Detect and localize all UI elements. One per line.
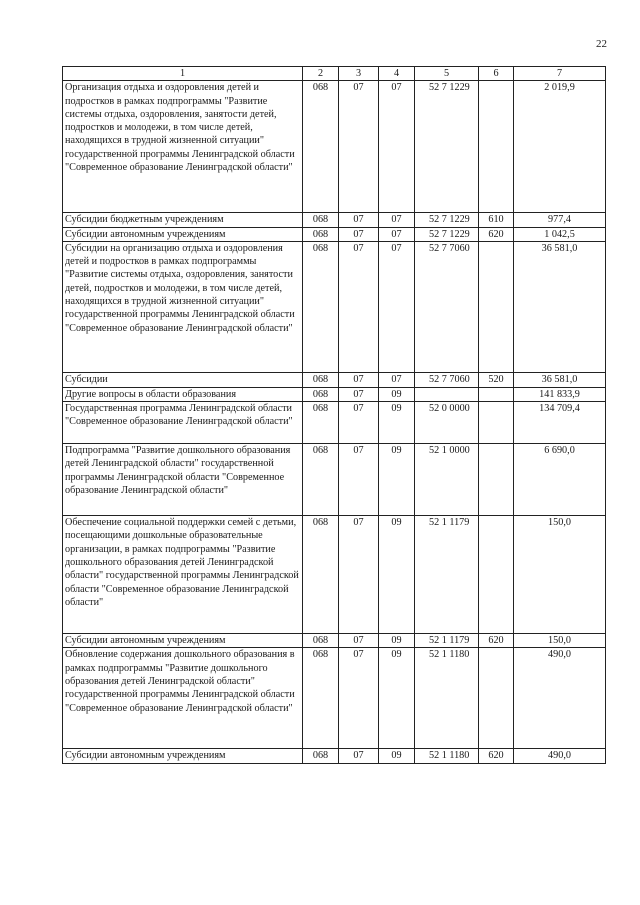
- cell-amount: 36 581,0: [514, 372, 606, 387]
- table-row: [63, 213, 606, 227]
- row-name: Подпрограмма "Развитие дошкольного образования детей Ленинградской области" государственной программы Ленинградской области "Современное образование Ленинградской области": [63, 444, 303, 516]
- cell-target-code: 52 7 1229: [415, 81, 479, 213]
- cell-subsection: 09: [379, 648, 415, 749]
- row-name: Субсидии бюджетным учреждениям: [63, 213, 303, 227]
- row-name: Государственная программа Ленинградской области "Современное образование Ленинградской области": [63, 402, 303, 444]
- cell-section: 07: [339, 444, 379, 516]
- cell-target-code: 52 7 7060: [415, 241, 479, 372]
- cell-ministry-code: 068: [303, 402, 339, 444]
- table-row: [63, 402, 606, 444]
- cell-amount: 6 690,0: [514, 444, 606, 516]
- budget-table: [62, 66, 606, 764]
- cell-amount: 36 581,0: [514, 241, 606, 372]
- cell-section: 07: [339, 387, 379, 401]
- cell-amount: 141 833,9: [514, 387, 606, 401]
- table-row: [63, 444, 606, 516]
- table-row: [63, 227, 606, 241]
- column-header: 7: [514, 67, 606, 81]
- cell-expense-type: 620: [479, 227, 514, 241]
- cell-section: 07: [339, 372, 379, 387]
- cell-amount: 1 042,5: [514, 227, 606, 241]
- cell-expense-type: [479, 516, 514, 634]
- table-row: [63, 241, 606, 372]
- cell-target-code: 52 7 7060: [415, 372, 479, 387]
- cell-ministry-code: 068: [303, 241, 339, 372]
- cell-ministry-code: 068: [303, 648, 339, 749]
- cell-expense-type: 520: [479, 372, 514, 387]
- row-name: Обеспечение социальной поддержки семей с детьми, посещающими дошкольные образовательные организации, в рамках подпрограммы "Развитие дошкольного образования детей Ленинградской области" государственной программы Ленинградской области "Современное образование Ленинградской области": [63, 516, 303, 634]
- cell-ministry-code: 068: [303, 372, 339, 387]
- table-row: [63, 372, 606, 387]
- cell-subsection: 09: [379, 402, 415, 444]
- cell-section: 07: [339, 749, 379, 764]
- column-header: 2: [303, 67, 339, 81]
- cell-expense-type: [479, 648, 514, 749]
- cell-subsection: 07: [379, 241, 415, 372]
- table-row: [63, 749, 606, 764]
- cell-section: 07: [339, 516, 379, 634]
- column-header: 6: [479, 67, 514, 81]
- cell-subsection: 07: [379, 81, 415, 213]
- cell-expense-type: [479, 444, 514, 516]
- cell-expense-type: [479, 81, 514, 213]
- cell-section: 07: [339, 402, 379, 444]
- cell-section: 07: [339, 81, 379, 213]
- cell-target-code: 52 7 1229: [415, 227, 479, 241]
- cell-ministry-code: 068: [303, 227, 339, 241]
- cell-target-code: 52 0 0000: [415, 402, 479, 444]
- cell-expense-type: [479, 241, 514, 372]
- column-header: 1: [63, 67, 303, 81]
- cell-target-code: 52 1 1179: [415, 516, 479, 634]
- column-header: 3: [339, 67, 379, 81]
- cell-ministry-code: 068: [303, 444, 339, 516]
- row-name: Обновление содержания дошкольного образования в рамках подпрограммы "Развитие дошкольного образования детей Ленинградской области" государственной программы Ленинградской области "Современное образование Ленинградской области": [63, 648, 303, 749]
- cell-section: 07: [339, 241, 379, 372]
- row-name: Субсидии автономным учреждениям: [63, 749, 303, 764]
- cell-section: 07: [339, 648, 379, 749]
- cell-section: 07: [339, 213, 379, 227]
- row-name: Организация отдыха и оздоровления детей и подростков в рамках подпрограммы "Развитие системы отдыха, оздоровления, занятости детей, подростков и молодежи, в том числе детей, находящихся в трудной жизненной ситуации" государственной программы Ленинградской области "Современное образование Ленинградской области": [63, 81, 303, 213]
- cell-target-code: 52 7 1229: [415, 213, 479, 227]
- row-name: Субсидии на организацию отдыха и оздоровления детей и подростков в рамках подпрограммы "Развитие системы отдыха, оздоровления, занятости детей, подростков и молодежи, в том числе детей, находящихся в трудной жизненной ситуации" государственной программы Ленинградской области "Современное образование Ленинградской области": [63, 241, 303, 372]
- cell-section: 07: [339, 227, 379, 241]
- cell-target-code: 52 1 1179: [415, 634, 479, 648]
- cell-amount: 490,0: [514, 749, 606, 764]
- cell-subsection: 07: [379, 213, 415, 227]
- cell-amount: 134 709,4: [514, 402, 606, 444]
- cell-ministry-code: 068: [303, 516, 339, 634]
- cell-target-code: 52 1 1180: [415, 749, 479, 764]
- cell-ministry-code: 068: [303, 213, 339, 227]
- cell-target-code: 52 1 1180: [415, 648, 479, 749]
- cell-subsection: 09: [379, 749, 415, 764]
- table-row: [63, 81, 606, 213]
- column-header: 4: [379, 67, 415, 81]
- cell-amount: 2 019,9: [514, 81, 606, 213]
- cell-expense-type: 610: [479, 213, 514, 227]
- cell-target-code: 52 1 0000: [415, 444, 479, 516]
- cell-ministry-code: 068: [303, 634, 339, 648]
- cell-expense-type: [479, 402, 514, 444]
- cell-subsection: 09: [379, 516, 415, 634]
- page-number: 22: [596, 38, 607, 50]
- row-name: Субсидии автономным учреждениям: [63, 634, 303, 648]
- row-name: Субсидии автономным учреждениям: [63, 227, 303, 241]
- cell-target-code: [415, 387, 479, 401]
- column-header: 5: [415, 67, 479, 81]
- cell-section: 07: [339, 634, 379, 648]
- table-row: [63, 516, 606, 634]
- cell-expense-type: 620: [479, 634, 514, 648]
- cell-subsection: 07: [379, 227, 415, 241]
- table-row: [63, 648, 606, 749]
- cell-expense-type: [479, 387, 514, 401]
- cell-expense-type: 620: [479, 749, 514, 764]
- table-row: [63, 387, 606, 401]
- cell-ministry-code: 068: [303, 387, 339, 401]
- table-row: [63, 634, 606, 648]
- cell-subsection: 09: [379, 444, 415, 516]
- cell-subsection: 09: [379, 387, 415, 401]
- row-name: Другие вопросы в области образования: [63, 387, 303, 401]
- row-name: Субсидии: [63, 372, 303, 387]
- cell-amount: 150,0: [514, 634, 606, 648]
- cell-subsection: 07: [379, 372, 415, 387]
- cell-ministry-code: 068: [303, 749, 339, 764]
- table-header-row: [63, 67, 606, 81]
- cell-ministry-code: 068: [303, 81, 339, 213]
- cell-amount: 977,4: [514, 213, 606, 227]
- cell-subsection: 09: [379, 634, 415, 648]
- cell-amount: 490,0: [514, 648, 606, 749]
- cell-amount: 150,0: [514, 516, 606, 634]
